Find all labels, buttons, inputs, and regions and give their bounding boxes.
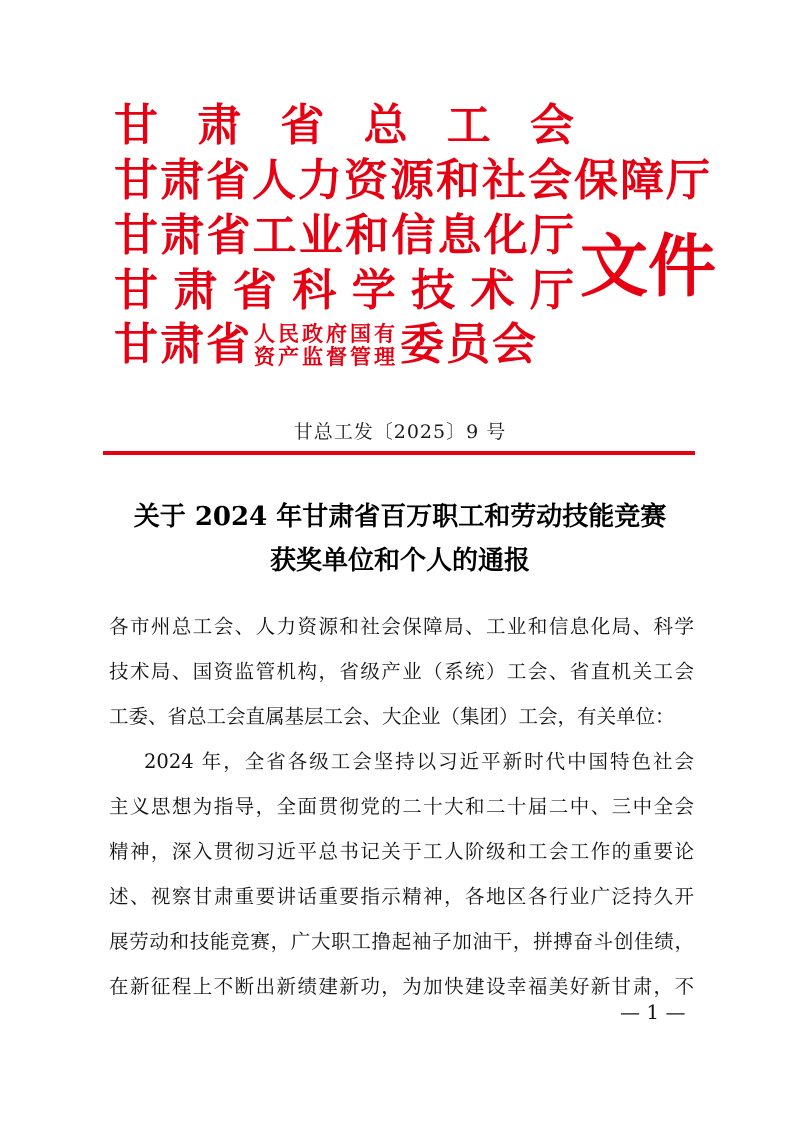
issuer-char: 工 [446, 100, 491, 151]
issuer-line5-stacked-text [254, 322, 398, 368]
issuer-char: 科 [292, 265, 337, 316]
issuer-char: 和 [345, 210, 390, 261]
issuer-char: 省 [280, 100, 325, 151]
issuer-line-science-tech-dept [114, 260, 574, 322]
issuer-line5-upper: 人民政府国有 [254, 321, 398, 346]
body-line: 在新征程上不断出新绩建新功，为加快建设幸福美好新甘肃，不 [109, 975, 694, 998]
issuer-char: 化 [483, 210, 528, 261]
issuer-char: 工 [252, 210, 297, 261]
document-number: 甘总工发〔2025〕9 号 [293, 421, 507, 443]
issuer-char: 厅 [529, 210, 574, 261]
issuer-char: 甘 [114, 210, 158, 261]
body-line: 2024 年，全省各级工会坚持以习近平新时代中国特色社会 [144, 750, 694, 773]
issuer-char: 息 [437, 210, 482, 261]
issuer-char: 肃 [173, 265, 218, 316]
issuer-line5-lead: 甘肃省 [114, 319, 252, 370]
issuer-char: 甘 [114, 265, 158, 316]
page-number: — 1 — [620, 1000, 686, 1024]
body-line: 述、视察甘肃重要讲话重要指示精神，各地区各行业广泛持久开 [109, 885, 694, 908]
body-line: 主义思想为指导，全面贯彻党的二十大和二十届二中、三中全会 [109, 795, 694, 818]
notice-title-line-1: 关于 2024 年甘肃省百万职工和劳动技能竞赛 [133, 502, 667, 532]
issuer-char: 总 [363, 100, 408, 151]
issuer-char: 技 [411, 265, 456, 316]
body-line: 技术局、国资监管机构，省级产业（系统）工会、省直机关工会 [109, 660, 694, 683]
notice-title-line-2: 获奖单位和个人的通报 [269, 546, 530, 576]
body-line: 工委、省总工会直属基层工会、大企业（集团）工会，有关单位： [109, 705, 675, 728]
issuer-char: 信 [391, 210, 436, 261]
body-line: 精神，深入贯彻习近平总书记关于工人阶级和工会工作的重要论 [109, 840, 694, 863]
issuer-char: 术 [470, 265, 515, 316]
body-line: 各市州总工会、人力资源和社会保障局、工业和信息化局、科学 [109, 615, 694, 638]
issuer-char: 肃 [197, 100, 242, 151]
issuer-char: 省 [206, 210, 251, 261]
issuer-char: 省 [232, 265, 277, 316]
document-word: 文件 [580, 227, 717, 307]
body-line: 展劳动和技能竞赛，广大职工撸起袖子加油干，拼搏奋斗创佳绩， [109, 930, 694, 953]
issuer-char: 甘 [114, 100, 158, 151]
issuer-char: 肃 [160, 210, 205, 261]
issuer-char: 学 [351, 265, 396, 316]
issuer-line-industry-it-dept [114, 205, 574, 267]
red-divider-line [103, 451, 695, 455]
issuer-line-human-resources-dept: 甘肃省人力资源和社会保障厅 [114, 155, 712, 206]
issuer-char: 厅 [529, 265, 574, 316]
issuer-char: 会 [529, 100, 574, 151]
issuer-line5-tail: 委员会 [400, 319, 538, 370]
issuer-line5-lower: 资产监督管理 [254, 344, 398, 369]
issuer-char: 业 [298, 210, 343, 261]
issuer-line-federation-of-trade-unions [114, 95, 574, 157]
issuer-line-sasac [114, 314, 538, 376]
